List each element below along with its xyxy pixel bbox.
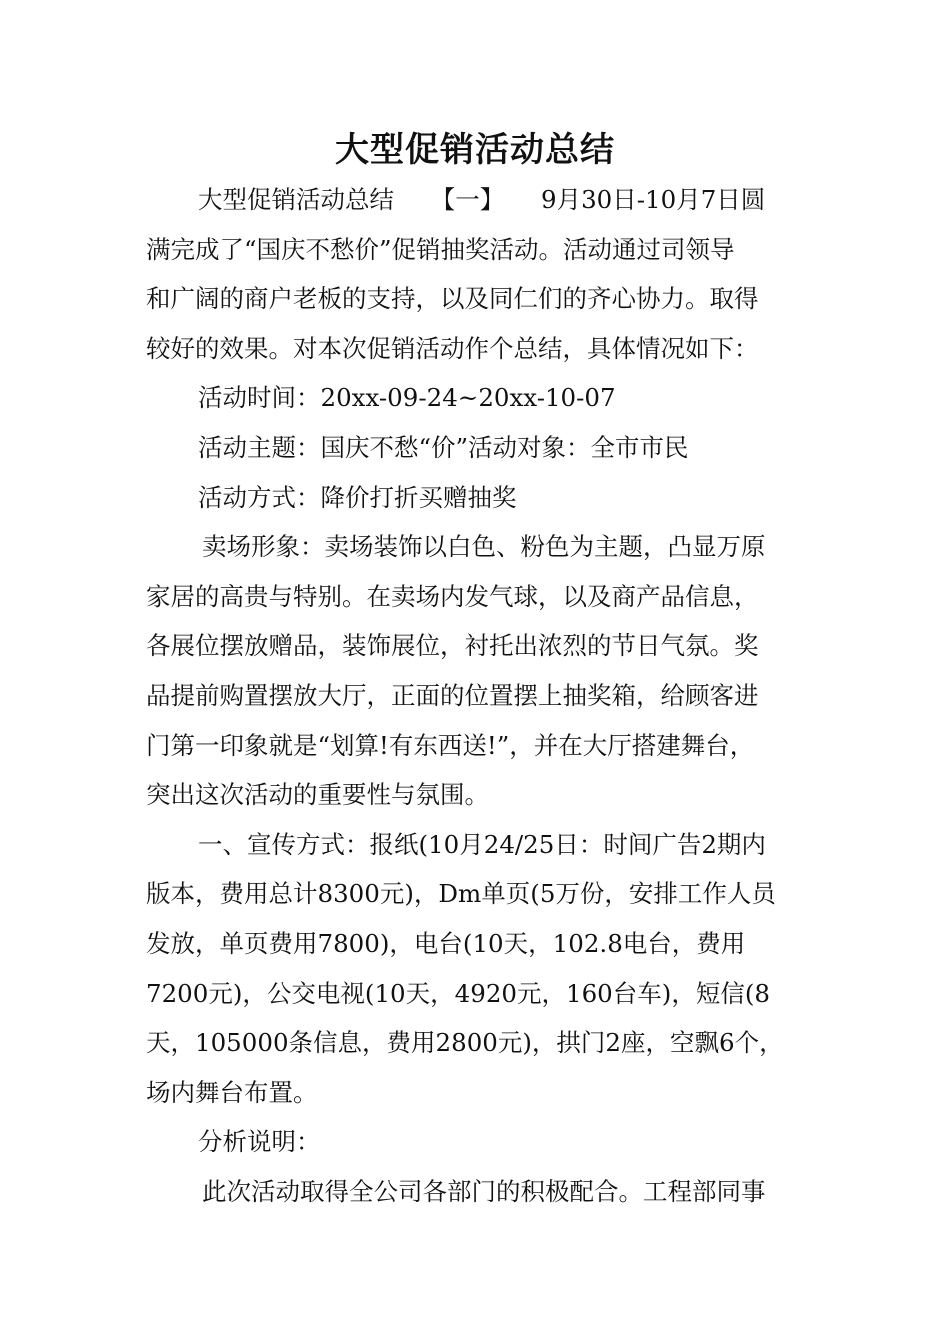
paragraph-line: 版本，费用总计8300元)，Dm单页(5万份，安排工作人员 xyxy=(146,879,776,909)
paragraph-line: 场内舞台布置。 xyxy=(146,1077,318,1107)
document-title: 大型促销活动总结 xyxy=(335,130,615,170)
document-body xyxy=(146,175,836,1216)
paragraph-line: 发放，单页费用7800)，电台(10天，102.8电台，费用 xyxy=(146,928,746,958)
paragraph-line: 品提前购置摆放大厅，正面的位置摆上抽奖箱，给顾客进 xyxy=(146,680,759,710)
paragraph-line: 一、宣传方式：报纸(10月24/25日：时间广告2期内 xyxy=(198,829,766,859)
paragraph-line: 各展位摆放赠品，装饰展位，衬托出浓烈的节日气氛。奖 xyxy=(146,631,759,661)
paragraph-line: 此次活动取得全公司各部门的积极配合。工程部同事 xyxy=(202,1176,766,1206)
paragraph-line: 活动时间：20xx-09-24~20xx-10-07 xyxy=(198,383,616,413)
paragraph-line: 家居的高贵与特别。在卖场内发气球，以及商产品信息， xyxy=(146,581,759,611)
paragraph-line: 较好的效果。对本次促销活动作个总结，具体情况如下： xyxy=(146,333,759,363)
paragraph-line: 卖场形象：卖场装饰以白色、粉色为主题，凸显万原 xyxy=(202,532,766,562)
paragraph-line: 满完成了“国庆不愁价”促销抽奖活动。活动通过司领导 xyxy=(146,234,735,264)
paragraph-line: 天，105000条信息，费用2800元)，拱门2座，空飘6个， xyxy=(146,1028,784,1058)
paragraph-line: 大型促销活动总结 【一】 9月30日-10月7日圆 xyxy=(198,185,766,214)
paragraph-line: 突出这次活动的重要性与氛围。 xyxy=(146,780,489,810)
paragraph-line: 门第一印象就是“划算!有东西送!”，并在大厅搭建舞台， xyxy=(146,730,755,760)
paragraph-line: 活动主题：国庆不愁“价”活动对象：全市市民 xyxy=(198,432,689,462)
paragraph-line: 7200元)，公交电视(10天，4920元，160台车)，短信(8 xyxy=(146,978,770,1008)
paragraph-line: 活动方式：降价打折买赠抽奖 xyxy=(198,482,517,512)
paragraph-line: 和广阔的商户老板的支持，以及同仁们的齐心协力。取得 xyxy=(146,284,759,314)
paragraph-line: 分析说明： xyxy=(198,1127,321,1157)
